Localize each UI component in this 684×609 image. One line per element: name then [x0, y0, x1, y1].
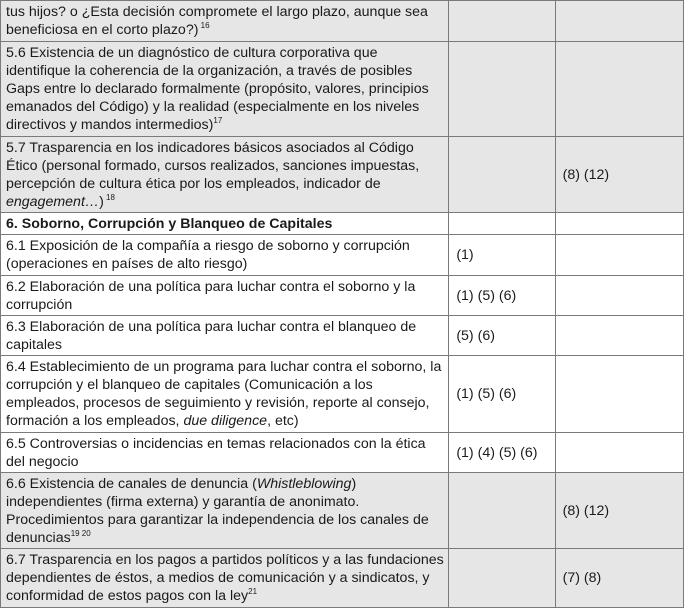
table-row [1, 473, 684, 549]
table-row [1, 316, 684, 356]
footnote-ref: 16 [198, 21, 210, 30]
criterion-cell: 5.6 Existencia de un diagnóstico de cultura corporativa que identifique la coherencia de la organización, a través de posibles Gaps entre lo declarado formalmente (propósito, valores, principios emanados del Código) y la realidad (especialmente en los niveles directivos y mandos intermedios)$^{17}$ [1, 42, 449, 137]
col3-cell [555, 1, 683, 42]
table-row [1, 356, 684, 433]
col3-cell [555, 213, 683, 235]
criterion-cell: 6.3 Elaboración de una política para luchar contra el blanqueo de capitales [1, 316, 449, 356]
table-row [1, 1, 684, 42]
col3-cell [555, 42, 683, 137]
footnote-ref: 17 [213, 116, 223, 125]
col2-cell: (5) (6) [449, 316, 555, 356]
section-title: 6. Soborno, Corrupción y Blanqueo de Capitales [1, 213, 449, 235]
col2-cell [449, 549, 555, 608]
criterion-cell: 6.1 Exposición de la compañía a riesgo de soborno y corrupción (operaciones en países de alto riesgo) [1, 235, 449, 276]
criterion-cell: 6.7 Trasparencia en los pagos a partidos políticos y a las fundaciones dependientes de éstos, a medios de comunicación y a sindicatos, y conformidad de estos pagos con la ley$^{21}$ [1, 549, 449, 608]
criterion-cell: 6.6 Existencia de canales de denuncia (Whistleblowing) independientes (firma externa) y garantía de anonimato. Procedimientos para garantizar la independencia de los canales de denuncias$^{19 20}$ [1, 473, 449, 549]
footnote-ref: 18 [103, 192, 115, 202]
col2-cell: (1) (5) (6) [449, 276, 555, 316]
criterion-cell: 6.2 Elaboración de una política para luchar contra el soborno y la corrupción [1, 276, 449, 316]
table-row [1, 42, 684, 137]
criterion-cell: 6.5 Controversias o incidencias en temas relacionados con la ética del negocio [1, 433, 449, 473]
col2-cell [449, 473, 555, 549]
col2-cell: (1) [449, 235, 555, 276]
footnote-ref: 21 [248, 587, 258, 596]
col2-cell [449, 42, 555, 137]
col2-cell: (1) (4) (5) (6) [449, 433, 555, 473]
col3-cell: (8) (12) [555, 473, 683, 549]
table-row [1, 137, 684, 213]
col3-cell [555, 356, 683, 433]
criterion-cell: tus hijos? o ¿Esta decisión compromete el largo plazo, aunque sea beneficiosa en el corto plazo?) $^{16}$ [1, 1, 449, 42]
col2-cell [449, 1, 555, 42]
col3-cell: (8) (12) [555, 137, 683, 213]
col2-cell [449, 213, 555, 235]
col2-cell: (1) (5) (6) [449, 356, 555, 433]
footnote-ref: 19 20 [70, 528, 91, 538]
col3-cell: (7) (8) [555, 549, 683, 608]
table-row [1, 549, 684, 608]
col2-cell [449, 137, 555, 213]
section-header-row [1, 213, 684, 235]
col3-cell [555, 235, 683, 276]
criterion-cell: 6.4 Establecimiento de un programa para luchar contra el soborno, la corrupción y el blanqueo de capitales (Comunicación a los empleados, procesos de seguimiento y revisión, reporte al consejo, formación a los empleados, due diligence, etc) [1, 356, 449, 433]
col3-cell [555, 433, 683, 473]
criterion-cell: 5.7 Trasparencia en los indicadores básicos asociados al Código Ético (personal formado, cursos realizados, sanciones impuestas, percepción de cultura ética por los empleados, indicador de engagement…) $^{18}$ [1, 137, 449, 213]
table-row [1, 276, 684, 316]
table-row [1, 235, 684, 276]
col3-cell [555, 276, 683, 316]
col3-cell [555, 316, 683, 356]
table-row [1, 433, 684, 473]
